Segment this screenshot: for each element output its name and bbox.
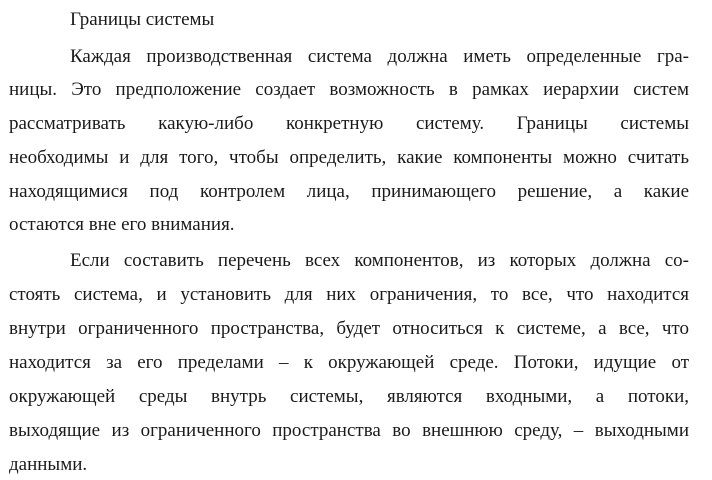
- paragraph-2-line-2: стоять система, и установить для них ограничения, то все, что находится: [9, 284, 689, 305]
- paragraph-1-line-5: находящимися под контролем лица, принимающего решение, а какие: [9, 181, 689, 202]
- paragraph-2-line-7: данными.: [9, 454, 88, 475]
- paragraph-1-line-1: Каждая производственная система должна иметь определенные гра-: [70, 46, 689, 67]
- paragraph-2-line-5: окружающей среды внутрь системы, являются входными, а потоки,: [9, 386, 689, 407]
- paragraph-1-line-3: рассматривать какую-либо конкретную систему. Границы системы: [9, 113, 689, 134]
- paragraph-2-line-4: находится за его пределами – к окружающей среде. Потоки, идущие от: [9, 352, 689, 373]
- paragraph-2-line-6: выходящие из ограниченного пространства во внешнюю среду, – выходными: [9, 420, 689, 441]
- paragraph-1-line-6: остаются вне его внимания.: [9, 214, 235, 235]
- paragraph-1-line-2: ницы. Это предположение создает возможность в рамках иерархии систем: [9, 79, 689, 100]
- paragraph-2-line-1: Если составить перечень всех компонентов, из которых должна со-: [70, 250, 689, 271]
- paragraph-1-line-4: необходимы и для того, чтобы определить, какие компоненты можно считать: [9, 147, 689, 168]
- section-heading: Границы системы: [70, 9, 215, 30]
- paragraph-2-line-3: внутри ограниченного пространства, будет относиться к системе, а все, что: [9, 318, 689, 339]
